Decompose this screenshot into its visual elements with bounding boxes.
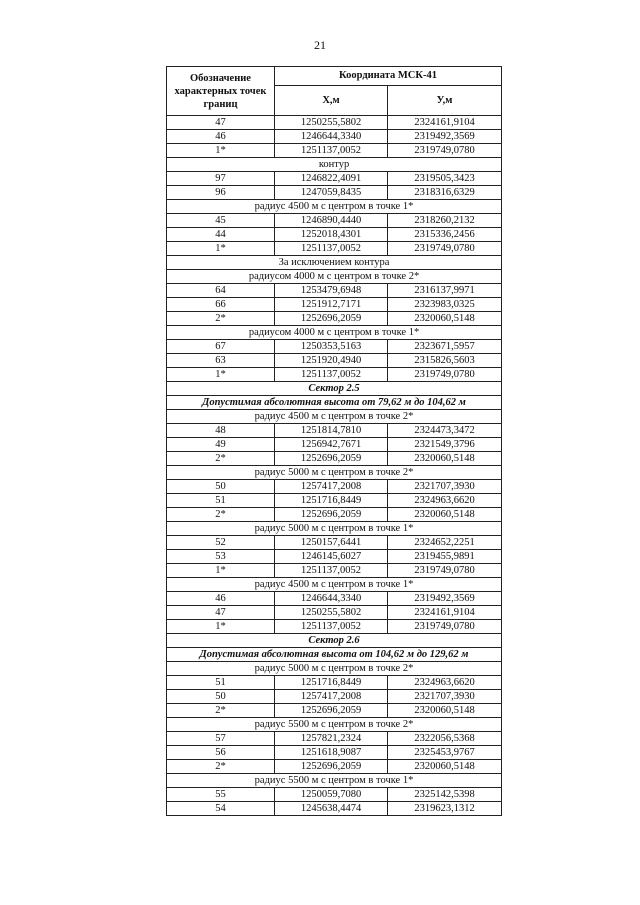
x-coordinate-cell: 1251137,0052: [275, 242, 388, 256]
point-id-cell: 44: [167, 228, 275, 242]
sector-heading-row: [167, 634, 502, 648]
section-label-row: [167, 270, 502, 284]
x-coordinate-cell: 1247059,8435: [275, 186, 388, 200]
point-id-cell: 2*: [167, 312, 275, 326]
y-coordinate-cell: 2321707,3930: [388, 480, 502, 494]
point-id-cell: 48: [167, 424, 275, 438]
point-id-cell: 52: [167, 536, 275, 550]
point-id-cell: 50: [167, 480, 275, 494]
y-coordinate-cell: 2319749,0780: [388, 144, 502, 158]
table-row: [167, 704, 502, 718]
table-row: [167, 480, 502, 494]
y-coordinate-cell: 2325453,9767: [388, 746, 502, 760]
x-coordinate-cell: 1246822,4091: [275, 172, 388, 186]
x-coordinate-cell: 1250255,5802: [275, 606, 388, 620]
sector-heading: Сектор 2.5: [167, 382, 502, 396]
y-coordinate-cell: 2320060,5148: [388, 760, 502, 774]
point-id-cell: 2*: [167, 452, 275, 466]
y-coordinate-cell: 2324963,6620: [388, 676, 502, 690]
section-label-row: [167, 578, 502, 592]
y-coordinate-cell: 2320060,5148: [388, 704, 502, 718]
table-row: [167, 298, 502, 312]
table-header: [167, 67, 502, 116]
designation-header: Обозначение характерных точек границ: [167, 67, 275, 116]
coordinates-table: [166, 66, 502, 816]
y-coordinate-cell: 2320060,5148: [388, 508, 502, 522]
sector-heading: Сектор 2.6: [167, 634, 502, 648]
y-coordinate-cell: 2319749,0780: [388, 620, 502, 634]
y-coordinate-cell: 2324161,9104: [388, 116, 502, 130]
section-label-row: [167, 410, 502, 424]
table-row: [167, 452, 502, 466]
x-coordinate-cell: 1245638,4474: [275, 802, 388, 816]
section-label: радиус 4500 м с центром в точке 2*: [167, 410, 502, 424]
table-row: [167, 172, 502, 186]
x-coordinate-cell: 1252696,2059: [275, 452, 388, 466]
x-coordinate-cell: 1251912,7171: [275, 298, 388, 312]
point-id-cell: 2*: [167, 760, 275, 774]
point-id-cell: 1*: [167, 620, 275, 634]
point-id-cell: 50: [167, 690, 275, 704]
coordinate-system-header: Координата МСК-41: [275, 67, 502, 86]
y-coordinate-cell: 2315336,2456: [388, 228, 502, 242]
section-label: контур: [167, 158, 502, 172]
table-row: [167, 732, 502, 746]
x-coordinate-cell: 1250157,6441: [275, 536, 388, 550]
x-coordinate-cell: 1251716,8449: [275, 494, 388, 508]
table-row: [167, 746, 502, 760]
sector-heading: Допустимая абсолютная высота от 79,62 м до 104,62 м: [167, 396, 502, 410]
y-coordinate-cell: 2321707,3930: [388, 690, 502, 704]
section-label: радиус 5500 м с центром в точке 1*: [167, 774, 502, 788]
table-row: [167, 340, 502, 354]
x-column-header: Х,м: [275, 86, 388, 116]
point-id-cell: 2*: [167, 704, 275, 718]
section-label: радиусом 4000 м с центром в точке 2*: [167, 270, 502, 284]
x-coordinate-cell: 1257821,2324: [275, 732, 388, 746]
table-row: [167, 438, 502, 452]
point-id-cell: 46: [167, 592, 275, 606]
section-label: радиус 4500 м с центром в точке 1*: [167, 200, 502, 214]
point-id-cell: 96: [167, 186, 275, 200]
table-row: [167, 676, 502, 690]
x-coordinate-cell: 1246145,6027: [275, 550, 388, 564]
table-row: [167, 284, 502, 298]
section-label: радиус 4500 м с центром в точке 1*: [167, 578, 502, 592]
point-id-cell: 1*: [167, 564, 275, 578]
table-row: [167, 494, 502, 508]
x-coordinate-cell: 1250353,5163: [275, 340, 388, 354]
point-id-cell: 1*: [167, 368, 275, 382]
sector-heading-row: [167, 396, 502, 410]
table-row: [167, 144, 502, 158]
point-id-cell: 57: [167, 732, 275, 746]
section-label: радиус 5000 м с центром в точке 1*: [167, 522, 502, 536]
y-coordinate-cell: 2319623,1312: [388, 802, 502, 816]
point-id-cell: 97: [167, 172, 275, 186]
y-coordinate-cell: 2324652,2251: [388, 536, 502, 550]
y-coordinate-cell: 2318260,2132: [388, 214, 502, 228]
y-coordinate-cell: 2315826,5603: [388, 354, 502, 368]
y-coordinate-cell: 2323983,0325: [388, 298, 502, 312]
y-coordinate-cell: 2319749,0780: [388, 368, 502, 382]
table-row: [167, 564, 502, 578]
section-label-row: [167, 326, 502, 340]
table-row: [167, 424, 502, 438]
y-coordinate-cell: 2323671,5957: [388, 340, 502, 354]
table-row: [167, 690, 502, 704]
x-coordinate-cell: 1253479,6948: [275, 284, 388, 298]
section-label-row: [167, 256, 502, 270]
section-label-row: [167, 200, 502, 214]
x-coordinate-cell: 1251716,8449: [275, 676, 388, 690]
table-row: [167, 186, 502, 200]
table-row: [167, 116, 502, 130]
y-coordinate-cell: 2319455,9891: [388, 550, 502, 564]
table-row: [167, 214, 502, 228]
point-id-cell: 66: [167, 298, 275, 312]
y-coordinate-cell: 2320060,5148: [388, 452, 502, 466]
x-coordinate-cell: 1251137,0052: [275, 620, 388, 634]
section-label: радиус 5000 м с центром в точке 2*: [167, 466, 502, 480]
point-id-cell: 2*: [167, 508, 275, 522]
point-id-cell: 47: [167, 116, 275, 130]
section-label-row: [167, 466, 502, 480]
table-row: [167, 606, 502, 620]
table-row: [167, 536, 502, 550]
point-id-cell: 47: [167, 606, 275, 620]
y-coordinate-cell: 2324161,9104: [388, 606, 502, 620]
y-coordinate-cell: 2324963,6620: [388, 494, 502, 508]
y-coordinate-cell: 2322056,5368: [388, 732, 502, 746]
page-number: 21: [314, 38, 326, 52]
point-id-cell: 55: [167, 788, 275, 802]
sector-heading-row: [167, 648, 502, 662]
y-coordinate-cell: 2325142,5398: [388, 788, 502, 802]
section-label-row: [167, 718, 502, 732]
table-row: [167, 130, 502, 144]
y-coordinate-cell: 2319749,0780: [388, 242, 502, 256]
x-coordinate-cell: 1250059,7080: [275, 788, 388, 802]
x-coordinate-cell: 1251814,7810: [275, 424, 388, 438]
x-coordinate-cell: 1251137,0052: [275, 144, 388, 158]
x-coordinate-cell: 1252696,2059: [275, 704, 388, 718]
section-label: радиус 5500 м с центром в точке 2*: [167, 718, 502, 732]
section-label: За исключением контура: [167, 256, 502, 270]
x-coordinate-cell: 1246644,3340: [275, 592, 388, 606]
point-id-cell: 45: [167, 214, 275, 228]
x-coordinate-cell: 1252696,2059: [275, 760, 388, 774]
table-row: [167, 312, 502, 326]
point-id-cell: 1*: [167, 144, 275, 158]
point-id-cell: 56: [167, 746, 275, 760]
x-coordinate-cell: 1252696,2059: [275, 508, 388, 522]
y-coordinate-cell: 2319749,0780: [388, 564, 502, 578]
y-coordinate-cell: 2319492,3569: [388, 592, 502, 606]
section-label: радиус 5000 м с центром в точке 2*: [167, 662, 502, 676]
x-coordinate-cell: 1251920,4940: [275, 354, 388, 368]
section-label-row: [167, 158, 502, 172]
x-coordinate-cell: 1252696,2059: [275, 312, 388, 326]
table-body: [167, 116, 502, 816]
x-coordinate-cell: 1250255,5802: [275, 116, 388, 130]
table-row: [167, 620, 502, 634]
section-label: радиусом 4000 м с центром в точке 1*: [167, 326, 502, 340]
sector-heading-row: [167, 382, 502, 396]
x-coordinate-cell: 1257417,2008: [275, 480, 388, 494]
section-label-row: [167, 522, 502, 536]
table-row: [167, 368, 502, 382]
section-label-row: [167, 662, 502, 676]
x-coordinate-cell: 1257417,2008: [275, 690, 388, 704]
y-coordinate-cell: 2319492,3569: [388, 130, 502, 144]
table-row: [167, 242, 502, 256]
y-coordinate-cell: 2316137,9971: [388, 284, 502, 298]
point-id-cell: 51: [167, 494, 275, 508]
point-id-cell: 1*: [167, 242, 275, 256]
table-row: [167, 592, 502, 606]
y-coordinate-cell: 2320060,5148: [388, 312, 502, 326]
y-coordinate-cell: 2318316,6329: [388, 186, 502, 200]
y-column-header: У,м: [388, 86, 502, 116]
point-id-cell: 63: [167, 354, 275, 368]
table-row: [167, 508, 502, 522]
x-coordinate-cell: 1246644,3340: [275, 130, 388, 144]
y-coordinate-cell: 2324473,3472: [388, 424, 502, 438]
x-coordinate-cell: 1252018,4301: [275, 228, 388, 242]
table-row: [167, 550, 502, 564]
x-coordinate-cell: 1251137,0052: [275, 564, 388, 578]
point-id-cell: 67: [167, 340, 275, 354]
table-row: [167, 228, 502, 242]
sector-heading: Допустимая абсолютная высота от 104,62 м до 129,62 м: [167, 648, 502, 662]
point-id-cell: 51: [167, 676, 275, 690]
x-coordinate-cell: 1246890,4440: [275, 214, 388, 228]
x-coordinate-cell: 1256942,7671: [275, 438, 388, 452]
table-row: [167, 354, 502, 368]
point-id-cell: 64: [167, 284, 275, 298]
table-row: [167, 788, 502, 802]
table-row: [167, 760, 502, 774]
point-id-cell: 53: [167, 550, 275, 564]
section-label-row: [167, 774, 502, 788]
y-coordinate-cell: 2319505,3423: [388, 172, 502, 186]
table-row: [167, 802, 502, 816]
point-id-cell: 54: [167, 802, 275, 816]
point-id-cell: 46: [167, 130, 275, 144]
point-id-cell: 49: [167, 438, 275, 452]
x-coordinate-cell: 1251137,0052: [275, 368, 388, 382]
x-coordinate-cell: 1251618,9087: [275, 746, 388, 760]
y-coordinate-cell: 2321549,3796: [388, 438, 502, 452]
